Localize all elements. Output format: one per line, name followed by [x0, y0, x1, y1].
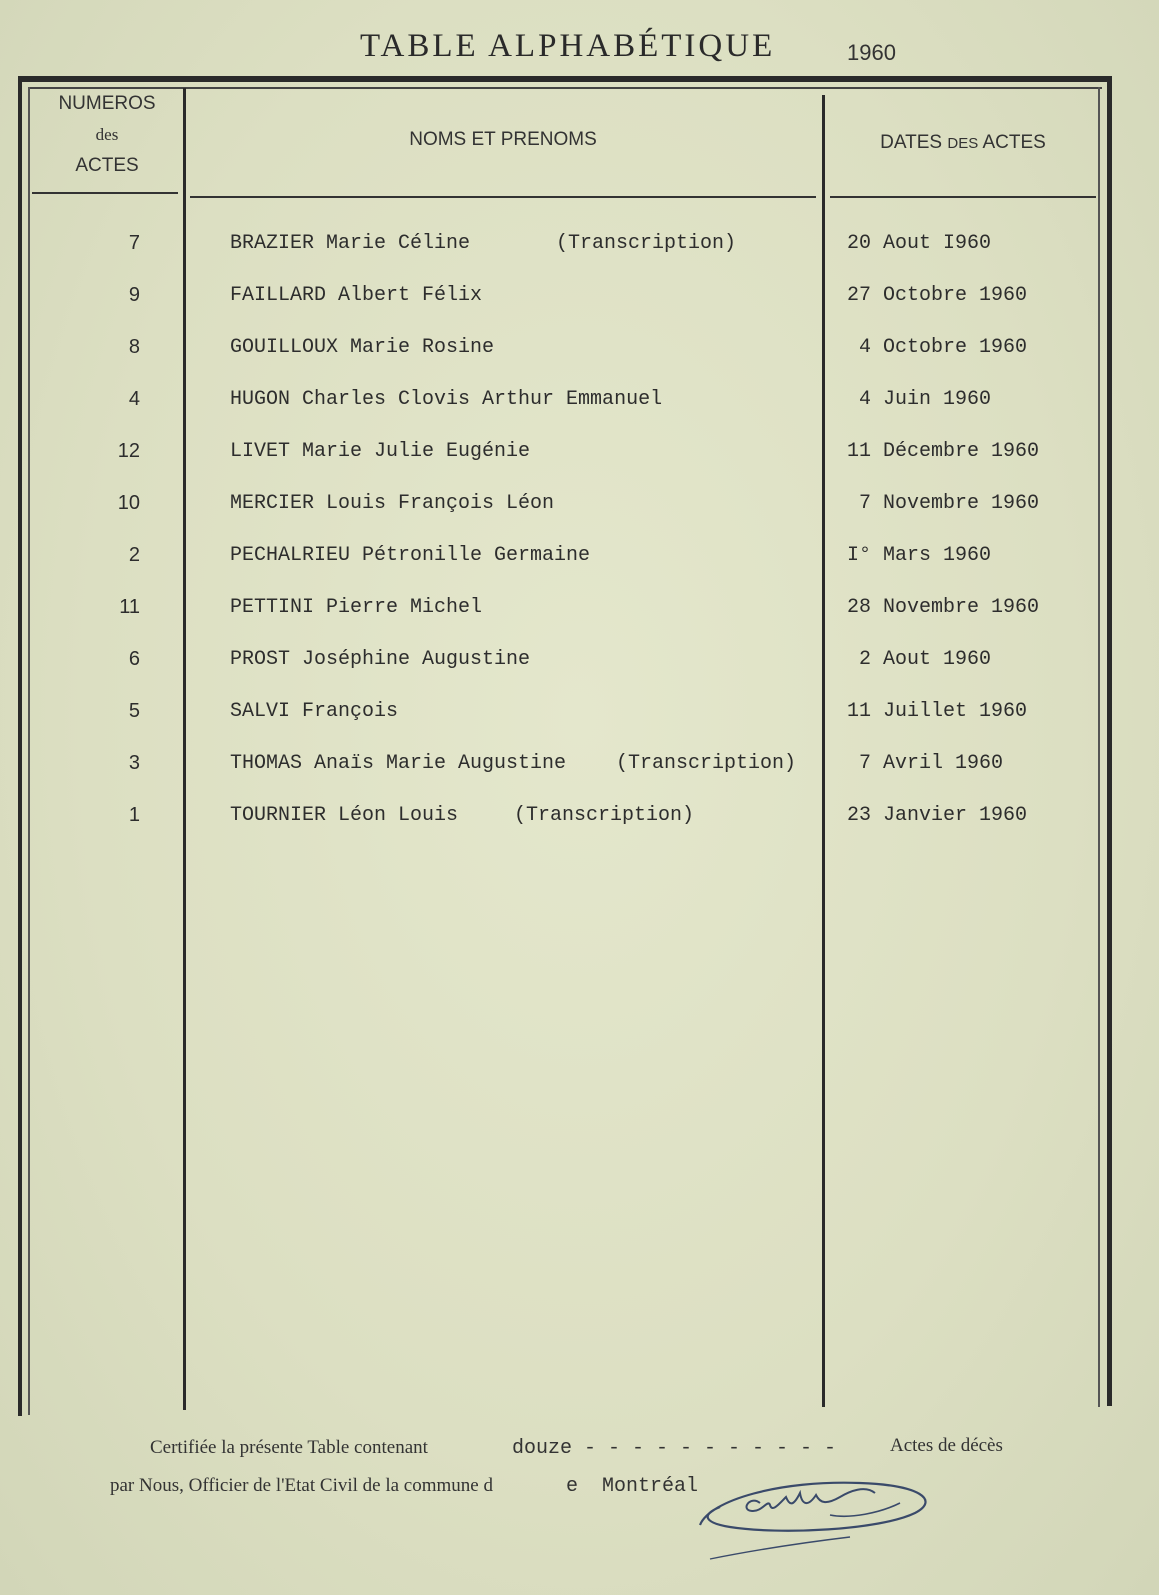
certification-line1-prefix: Certifiée la présente Table contenant: [150, 1437, 428, 1458]
entry-number: 6: [128, 648, 140, 670]
entry-number: 12: [117, 440, 140, 462]
entry-name: SALVI François: [230, 700, 399, 723]
entry-number: 8: [128, 336, 140, 358]
table-row: [0, 752, 1159, 804]
entry-date: 28 Novembre 1960: [847, 596, 1040, 619]
table-row: [0, 544, 1159, 596]
entry-date: 2 Aout 1960: [847, 648, 992, 671]
table-row: [0, 388, 1159, 440]
header-numeros: [32, 88, 182, 181]
entry-date: 7 Novembre 1960: [847, 492, 1040, 515]
entry-number: 11: [119, 596, 140, 618]
certification-line1-suffix: Actes de décès: [890, 1435, 1003, 1456]
entry-name: PETTINI Pierre Michel: [230, 596, 483, 619]
entry-name: LIVET Marie Julie Eugénie: [230, 440, 531, 463]
table-row: [0, 648, 1159, 700]
table-row: [0, 440, 1159, 492]
entry-number: 3: [128, 752, 140, 774]
entry-name: GOUILLOUX Marie Rosine: [230, 336, 495, 359]
header-dates: [830, 127, 1096, 159]
entry-date: 4 Juin 1960: [847, 388, 992, 411]
entry-date: 4 Octobre 1960: [847, 336, 1028, 359]
entry-name: PECHALRIEU Pétronille Germaine: [230, 544, 591, 567]
table-frame-top-inner: [28, 87, 1102, 89]
entry-name: THOMAS Anaïs Marie Augustine: [230, 752, 567, 775]
table-frame-top: [18, 76, 1111, 82]
table-row: [0, 492, 1159, 544]
header-numeros-line3: ACTES: [75, 155, 139, 176]
entry-note: (Transcription): [556, 232, 737, 255]
entry-number: 5: [128, 700, 140, 722]
certification-line2-prefix: par Nous, Officier de l'Etat Civil de la commune d: [110, 1475, 493, 1496]
entry-number: 1: [128, 804, 140, 826]
entry-name: HUGON Charles Clovis Arthur Emmanuel: [230, 388, 663, 411]
officer-signature: [690, 1455, 950, 1565]
entry-name: TOURNIER Léon Louis: [230, 804, 459, 827]
entry-date: 11 Juillet 1960: [847, 700, 1028, 723]
table-row: [0, 336, 1159, 388]
header-numeros-line1: NUMEROS: [58, 93, 156, 114]
entry-date: 20 Aout I960: [847, 232, 992, 255]
entry-date: 7 Avril 1960: [847, 752, 1004, 775]
entry-date: 23 Janvier 1960: [847, 804, 1028, 827]
entry-number: 9: [128, 284, 140, 306]
header-noms: NOMS ET PRENOMS: [409, 129, 597, 150]
entry-name: MERCIER Louis François Léon: [230, 492, 555, 515]
table-row: [0, 232, 1159, 284]
header-rule-3: [830, 196, 1096, 198]
header-numeros-line2: des: [95, 125, 119, 144]
entry-number: 7: [128, 232, 140, 254]
entry-note: (Transcription): [514, 804, 695, 827]
page-year: 1960: [847, 40, 896, 65]
entry-name: BRAZIER Marie Céline: [230, 232, 471, 255]
entry-name: FAILLARD Albert Félix: [230, 284, 483, 307]
entry-date: 11 Décembre 1960: [847, 440, 1040, 463]
table-row: [0, 804, 1159, 856]
table-row: [0, 700, 1159, 752]
entry-date: I° Mars 1960: [847, 544, 992, 567]
entry-number: 2: [128, 544, 140, 566]
entry-date: 27 Octobre 1960: [847, 284, 1028, 307]
header-dates-b: DES: [947, 135, 979, 152]
page-title: TABLE ALPHABÉTIQUE: [360, 28, 776, 64]
entry-name: PROST Joséphine Augustine: [230, 648, 531, 671]
certification-count: douze - - - - - - - - - - -: [512, 1437, 837, 1460]
header-dates-c: ACTES: [978, 132, 1046, 153]
entry-note: (Transcription): [616, 752, 797, 775]
entry-number: 4: [128, 388, 140, 410]
table-row: [0, 284, 1159, 336]
certification-commune: e Montréal: [566, 1475, 699, 1498]
entry-number: 10: [117, 492, 140, 514]
header-rule-2: [190, 196, 816, 198]
header-dates-a: DATES: [880, 132, 948, 153]
table-row: [0, 596, 1159, 648]
header-rule-1: [32, 192, 178, 194]
